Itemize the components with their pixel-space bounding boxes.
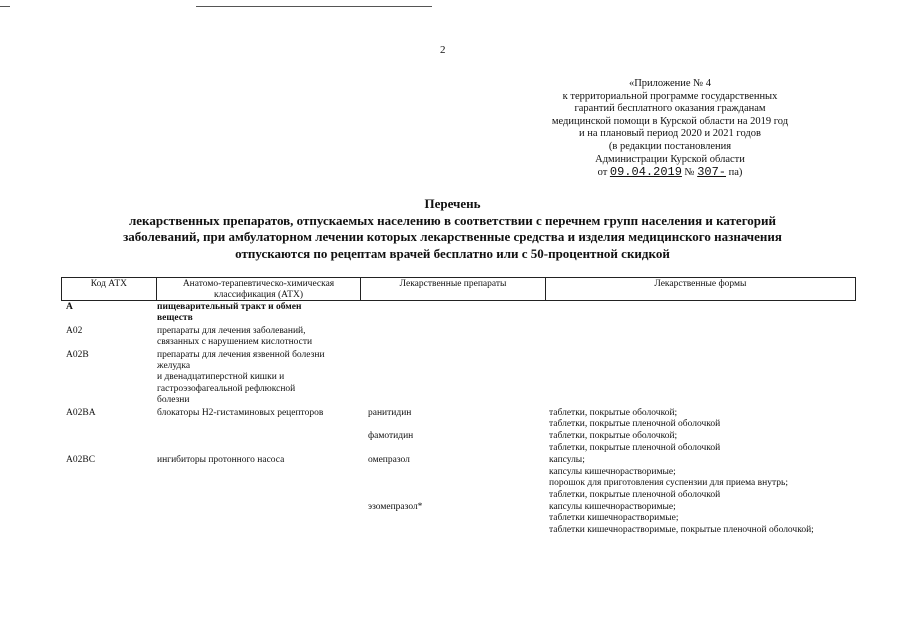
cell-text: и двенадцатиперстной кишки и [157,372,285,383]
annex-decree-line [520,166,820,180]
cell-text: пищеварительный тракт и обмен [157,302,302,312]
cell-text: порошок для приготовления суспензии для приема внутрь; [549,478,788,489]
cell-text: желудка [157,361,191,372]
cell-text: капсулы кишечнорастворимые; [549,466,676,477]
annex-line: «Приложение № 4 [628,78,712,89]
drug-cell [361,407,546,431]
forms-cell [546,501,856,536]
annex-from-prefix: от [597,167,608,179]
cell-text: блокаторы Н2-гистаминовых рецепторов [157,407,324,418]
annex-line: гарантий бесплатного оказания гражданам [574,103,766,115]
classification-cell [156,301,361,325]
annex-line: Администрации Курской области [595,153,745,165]
cell-text: препараты для лечения язвенной болезни [157,349,325,360]
drug-cell [361,349,546,407]
cell-text: таблетки кишечнорастворимые, покрытые пленочной оболочкой; [549,524,814,535]
cell-text: A02BC [66,455,96,466]
forms-cell [546,454,856,501]
cell-text: препараты для лечения заболеваний, [157,325,306,336]
cell-text: А [66,302,73,312]
cell-text: ранитидин [368,407,412,418]
title-line: Перечень [424,196,481,211]
annex-line: и на плановый период 2020 и 2021 годов [579,128,761,140]
forms-cell [546,430,856,454]
cell-text: эзомепразол* [368,501,423,512]
table-row [61,349,856,407]
cell-text: A02B [66,349,89,360]
header-text: Анатомо-терапевтическо-химическая [182,279,335,289]
title-line: отпускаются по рецептам врачей бесплатно или с 50-процентной скидкой [235,245,670,261]
header-forms [546,278,855,300]
classification-cell [156,349,361,407]
annex-line: медицинской помощи в Курской области на 2019 год [551,115,789,127]
table-row [61,301,856,325]
drug-table [61,277,856,536]
cell-text: веществ [157,313,193,324]
atc-code-cell [61,301,156,325]
cell-text: A02 [66,325,83,336]
header-classification [157,278,361,300]
cell-text: таблетки кишечнорастворимые; [549,513,679,524]
cell-text: болезни [157,395,190,406]
table-row [61,501,856,536]
table-row [61,454,856,501]
header-drugs [361,278,546,300]
classification-cell [156,454,361,501]
header-text: Код АТХ [90,279,127,289]
top-rule [196,6,432,7]
table-row [61,407,856,431]
annex-block [520,78,820,180]
classification-cell [156,430,361,454]
cell-text: гастроэзофагеальной рефлюксной [157,383,296,394]
cell-text: таблетки, покрытые оболочкой; [549,431,678,442]
annex-date: 09.04.2019 [609,165,682,180]
forms-cell [546,325,856,349]
title-line: заболеваний, при амбулаторном лечении которых лекарственные средства и изделия медицинского назначения [123,229,782,244]
forms-cell [546,407,856,431]
cell-text: ингибиторы протонного насоса [157,455,285,466]
cell-text: таблетки, покрытые пленочной оболочкой [549,419,721,430]
atc-code-cell [61,407,156,431]
cell-text: капсулы кишечнорастворимые; [549,501,676,512]
cell-text: фамотидин [368,431,414,442]
cell-text: A02BA [66,407,96,418]
header-text: Лекарственные препараты [399,279,507,289]
annex-number: 307- [697,165,727,180]
forms-cell [546,301,856,325]
atc-code-cell [61,430,156,454]
cell-text: таблетки, покрытые пленочной оболочкой [549,489,721,500]
drug-cell [361,430,546,454]
title-line: лекарственных препаратов, отпускаемых населению в соответствии с перечнем групп населения и категорий [128,212,776,228]
cell-text: связанных с нарушением кислотности [157,337,313,348]
drug-cell [361,325,546,349]
annex-line: к территориальной программе государственных [562,90,778,102]
top-dash [0,6,10,7]
atc-code-cell [61,349,156,407]
table-header [61,277,856,301]
cell-text: таблетки, покрытые оболочкой; [549,407,678,418]
page-number: 2 [440,44,446,56]
header-text: классификация (АТХ) [214,289,303,300]
table-row [61,430,856,454]
forms-cell [546,349,856,407]
table-row [61,325,856,349]
classification-cell [156,501,361,536]
document-title [40,196,865,262]
drug-cell [361,501,546,536]
cell-text: капсулы; [549,455,585,466]
header-text: Лекарственные формы [654,279,747,289]
annex-line: (в редакции постановления [608,140,732,152]
drug-cell [361,301,546,325]
classification-cell [156,407,361,431]
classification-cell [156,325,361,349]
atc-code-cell [61,454,156,501]
atc-code-cell [61,501,156,536]
atc-code-cell [61,325,156,349]
table-body [61,301,856,536]
cell-text: таблетки, покрытые пленочной оболочкой [549,442,721,453]
annex-number-prefix: № [684,167,695,179]
drug-cell [361,454,546,501]
annex-number-suffix: па) [728,167,743,179]
cell-text: омепразол [368,455,410,466]
header-atc-code [62,278,157,300]
